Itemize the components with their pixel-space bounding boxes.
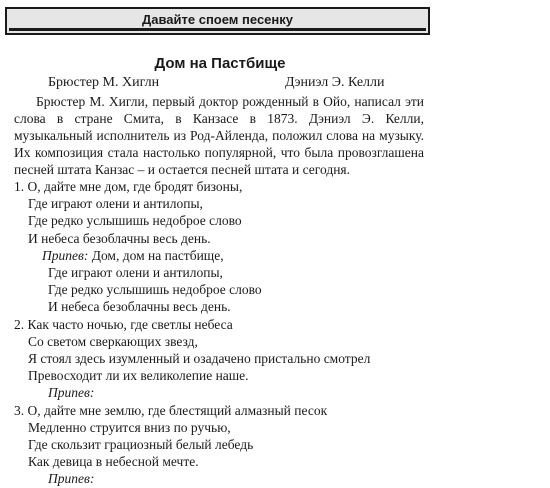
chorus-line: Где играют олени и антилопы, bbox=[48, 265, 223, 281]
verse-2-line: Превосходит ли их великолепие наше. bbox=[28, 368, 249, 384]
chorus-first-line: Дом, дом на пастбище, bbox=[91, 247, 224, 263]
intro-text: Брюстер М. Хигли, первый доктор рожденный в Ойо, написал эти слова в стране Смита, в Канзасе в 1873. Дэниэл Э. Келли, музыкальный исполнитель из Род-Айленда, положил слова на музыку. Их композиция стала настолько популярной, что была провозглашена песней штата Канзас – и остается песней штата и сегодня. bbox=[14, 94, 424, 177]
chorus-line: Где редко услышишь недоброе слово bbox=[48, 282, 262, 298]
verse-1-line: И небеса безоблачны весь день. bbox=[28, 230, 211, 246]
verse-2-line: Я стоял здесь изумленный и озадачено пристально смотрел bbox=[28, 351, 371, 367]
verse-3-line: Где скользит грациозный белый лебедь bbox=[28, 437, 254, 453]
chorus-line bbox=[14, 247, 434, 264]
chorus-label: Припев: bbox=[48, 385, 95, 401]
verse-1-line: Где играют олени и антилопы, bbox=[28, 196, 203, 212]
verse-3-line: Медленно струится вниз по ручью, bbox=[28, 419, 231, 435]
composer-name: Дэниэл Э. Келли bbox=[285, 75, 385, 90]
song-title: Дом на Пастбище bbox=[154, 55, 286, 72]
chorus-label: Припев: bbox=[42, 247, 89, 263]
banner-title: Давайте споем песенку bbox=[141, 11, 293, 27]
section-banner bbox=[5, 7, 430, 35]
verse-1-line: Где редко услышишь недоброе слово bbox=[28, 213, 242, 229]
intro-paragraph bbox=[14, 93, 424, 178]
verse-2-line: Со светом сверкающих звезд, bbox=[28, 333, 198, 349]
lyricist-name: Брюстер М. Хиглн bbox=[48, 75, 160, 90]
verse-2-line: 2. Как часто ночью, где светлы небеса bbox=[14, 316, 233, 332]
chorus-line: И небеса безоблачны весь день. bbox=[48, 299, 231, 315]
lyrics bbox=[14, 178, 434, 488]
chorus-label: Припев: bbox=[48, 471, 95, 487]
verse-3-line: Как девица в небесной мечте. bbox=[28, 454, 199, 470]
verse-3-line: 3. О, дайте мне землю, где блестящий алмазный песок bbox=[14, 402, 328, 418]
verse-1-line: 1. О, дайте мне дом, где бродят бизоны, bbox=[14, 179, 243, 194]
